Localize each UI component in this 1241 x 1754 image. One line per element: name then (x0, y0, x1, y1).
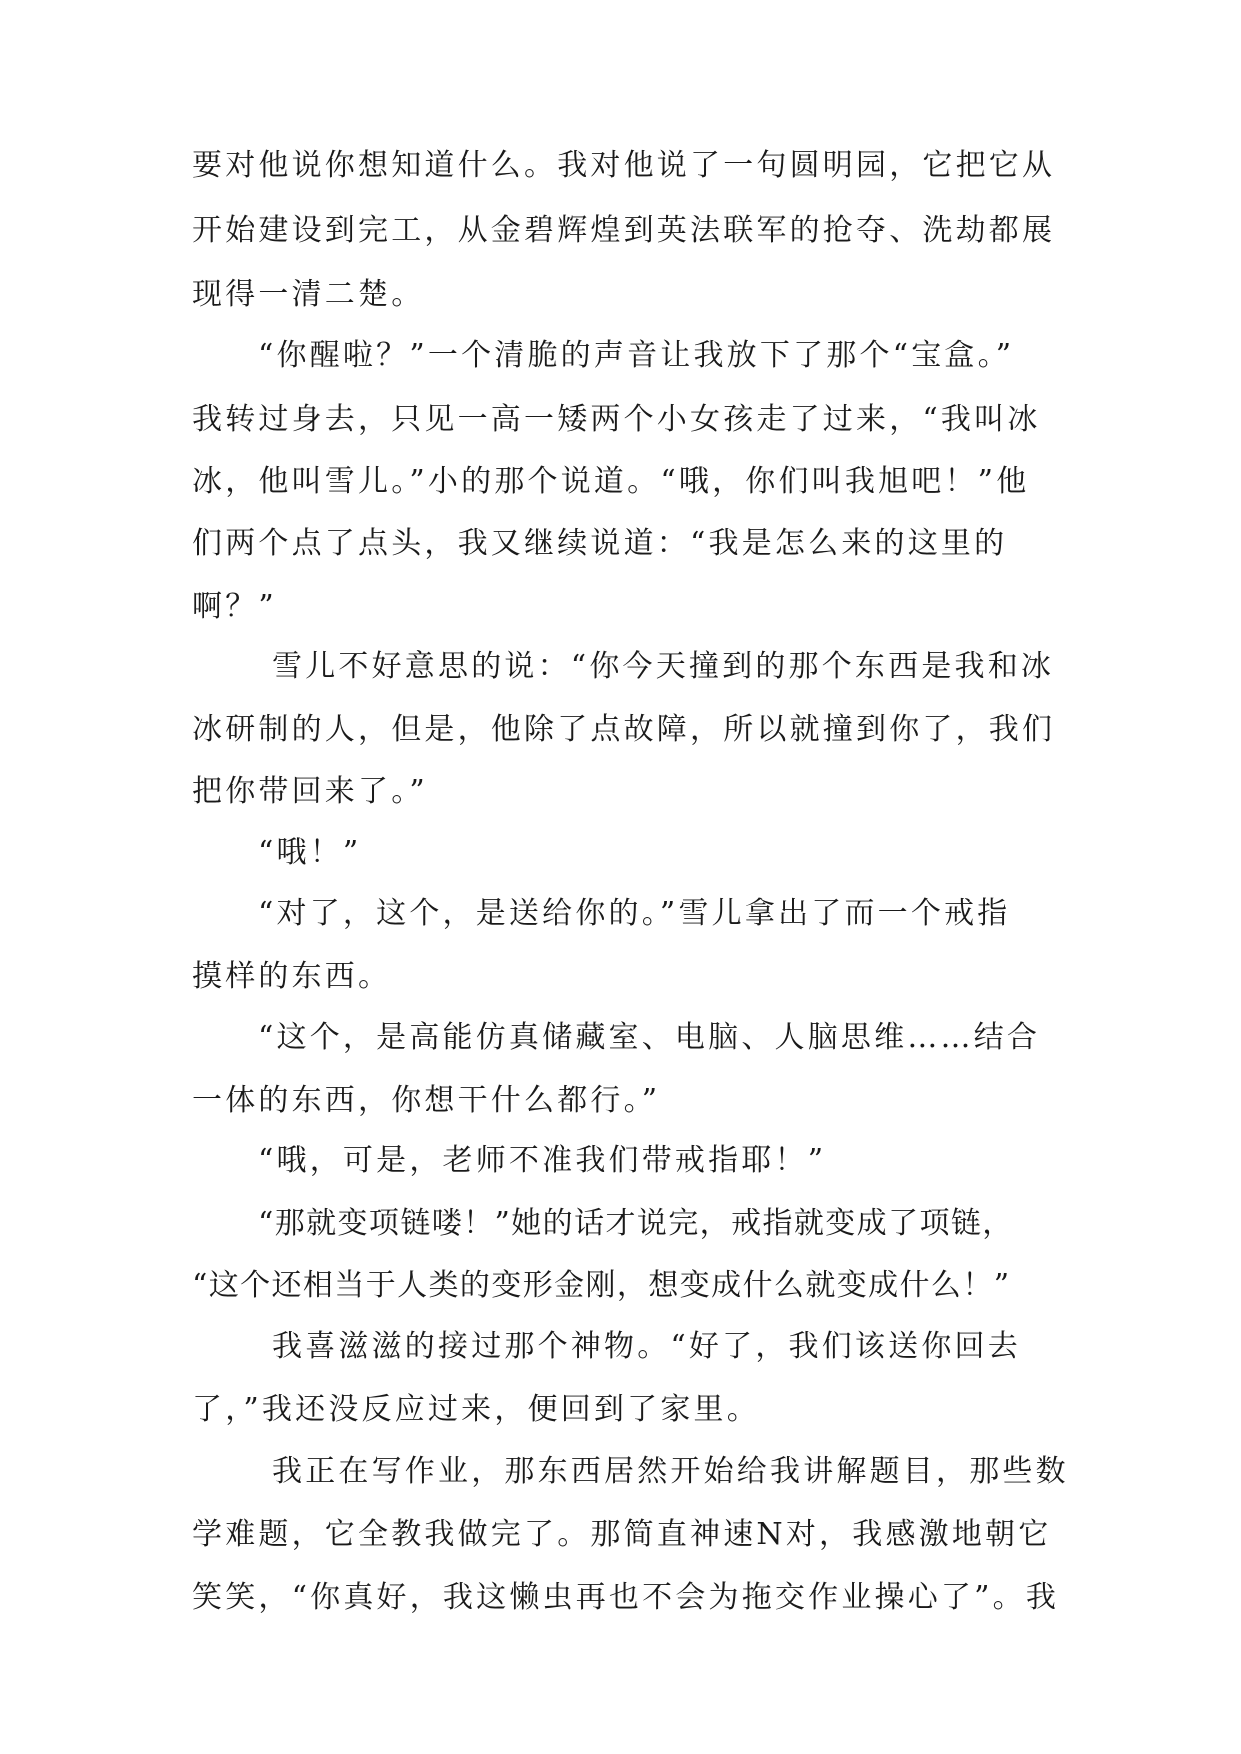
text-line: “这个，是高能仿真储藏室、电脑、人脑思维……结合 (258, 1020, 1041, 1055)
text-line: 把你带回来了。” (192, 774, 428, 809)
text-line: “哦！” (258, 835, 362, 870)
text-line: 冰研制的人，但是，他除了点故障，所以就撞到你了，我们 (192, 712, 1056, 747)
text-line: “你醒啦？”一个清脆的声音让我放下了那个“宝盒。” (258, 338, 1015, 373)
text-line: 们两个点了点头，我又继续说道：“我是怎么来的这里的 (192, 526, 1008, 561)
text-line: 现得一清二楚。 (192, 277, 425, 312)
text-line: 摸样的东西。 (192, 959, 392, 994)
text-line: 开始建设到完工，从金碧辉煌到英法联军的抢夺、洗劫都展 (192, 213, 1056, 248)
text-line: 笑笑，“你真好，我这懒虫再也不会为拖交作业操心了”。我 (192, 1580, 1060, 1615)
text-line: “这个还相当于人类的变形金刚，想变成什么就变成什么！” (192, 1268, 1011, 1303)
text-line: 我转过身去，只见一高一矮两个小女孩走了过来，“我叫冰 (192, 402, 1041, 437)
text-line: 我喜滋滋的接过那个神物。“好了，我们该送你回去 (272, 1329, 1021, 1364)
text-line: 要对他说你想知道什么。我对他说了一句圆明园，它把它从 (192, 148, 1056, 183)
text-line: 学难题，它全教我做完了。那简直神速N对，我感激地朝它 (192, 1517, 1052, 1552)
text-line: 一体的东西，你想干什么都行。” (192, 1083, 661, 1118)
text-line: 了，”我还没反应过来，便回到了家里。 (192, 1392, 760, 1427)
text-line: “哦，可是，老师不准我们带戒指耶！” (258, 1143, 827, 1178)
text-line: 啊？” (192, 589, 277, 624)
text-line: 冰，他叫雪儿。”小的那个说道。“哦，你们叫我旭吧！”他 (192, 464, 1030, 499)
text-line: 雪儿不好意思的说：“你今天撞到的那个东西是我和冰 (272, 649, 1055, 684)
text-line: “对了，这个，是送给你的。”雪儿拿出了而一个戒指 (258, 896, 1011, 931)
text-line: 我正在写作业，那东西居然开始给我讲解题目，那些数 (272, 1454, 1069, 1489)
text-line: “那就变项链喽！”她的话才说完，戒指就变成了项链， (258, 1206, 1014, 1241)
